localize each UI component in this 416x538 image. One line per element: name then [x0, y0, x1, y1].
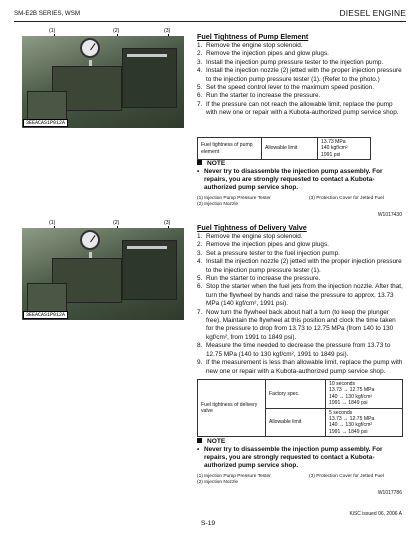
spec-label: Fuel tightness of delivery valve — [198, 380, 266, 437]
callout-2: (2) — [113, 220, 120, 226]
step-item: 3. Set a pressure tester to the fuel injection pump. — [197, 249, 340, 257]
step-item: 4. Install the injection nozzle (2) jetted with the proper injection pressure to the injection pump pressure tester (1). — [197, 258, 402, 274]
step-item: 2. Remove the injection pipes and glow plugs. — [197, 50, 329, 58]
note-body: • Never try to disassemble the injection pump assembly. For repairs, you are strongly requested to contact a Kubota-authorized pump service shop. — [197, 168, 383, 192]
spec-table — [197, 379, 403, 437]
note-heading: NOTE — [197, 160, 225, 167]
step-item: 5. Run the starter to increase the pressure. — [197, 275, 321, 283]
page-number: S-19 — [200, 520, 216, 527]
spec-values: 13.73 MPa 140 kgf/cm² 1991 psi — [318, 138, 371, 160]
spec-table — [197, 137, 371, 160]
step-item: 6. Stop the starter when the fuel jets from the injection nozzle. After that, turn the flywheel by hands and raise the pressure to approx. 13.73 MPa (140 kgf/cm², 1991 psi). — [197, 283, 403, 308]
step-item: 7. Now turn the flywheel back about half a turn (to keep the plunger free). Maintain the flywheel at this position and clock the time taken for the pressure to drop from 13.73 to 12.75 MPa (from 140 to 130 kgf/cm², from 1991 to 1849 psi). — [197, 308, 396, 341]
callout-3: (3) — [164, 220, 171, 226]
page-header — [14, 8, 406, 22]
step-list — [197, 42, 403, 118]
legend: (1) Injection Pump Pressure Tester (3) Protection Cover for Jetted Fuel (2) Injection Nozzle — [197, 474, 384, 486]
pump-tester-photo — [22, 228, 184, 320]
manual-series: SM-E2B SERIES, WSM — [14, 10, 81, 17]
ref-code: W1017430 — [377, 212, 402, 218]
step-item: 1. Remove the engine stop solenoid. — [197, 42, 303, 49]
ref-code: W1017786 — [377, 490, 402, 496]
step-item: 1. Remove the engine stop solenoid. — [197, 233, 303, 240]
spec-allowable: Allowable limit — [266, 408, 326, 437]
callout-1: (1) — [49, 28, 56, 34]
photo-code: 3EEACAS1P012A — [23, 311, 68, 319]
spec-allowable-values: 5 seconds 13.73 → 12.75 MPa 140 → 130 kgf/cm² 1991 → 1849 psi — [326, 408, 403, 437]
chapter-title: DIESEL ENGINE — [339, 8, 406, 18]
spec-factory: Factory spec. — [266, 380, 326, 409]
spec-factory-values: 10 seconds 13.73 → 12.75 MPa 140 → 130 kgf/cm² 1991 → 1849 psi — [326, 380, 403, 409]
callout-3: (3) — [164, 28, 171, 34]
step-item: 2. Remove the injection pipes and glow plugs. — [197, 241, 329, 249]
spec-label: Fuel tightness of pump element — [198, 138, 262, 160]
callout-1: (1) — [49, 220, 56, 226]
step-item: 9. If the measurement is less than allowable limit, replace the pump with new one or repair with a Kubota-authorized pump service shop. — [197, 359, 403, 375]
photo-code: 3EEACAS1P012A — [23, 119, 68, 127]
section-title: Fuel Tightness of Delivery Valve — [197, 223, 307, 232]
pump-tester-photo — [22, 36, 184, 128]
spec-column: Allowable limit — [262, 138, 318, 160]
issue-info: KiSC issued 06, 2006 A — [349, 511, 402, 517]
legend: (1) Injection Pump Pressure Tester (3) Protection Cover for Jetted Fuel (2) Injection Nozzle — [197, 196, 384, 208]
step-item: 3. Install the injection pump pressure tester to the injection pump. — [197, 58, 384, 66]
step-item: 4. Install the injection nozzle (2) jetted with the proper injection pressure to the injection pump pressure tester (1). (Refer to the photo.) — [197, 67, 402, 83]
note-heading: NOTE — [197, 438, 225, 445]
callout-2: (2) — [113, 28, 120, 34]
step-item: 6. Run the starter to increase the pressure. — [197, 92, 321, 100]
section-title: Fuel Tightness of Pump Element — [197, 32, 309, 41]
step-list — [197, 233, 403, 376]
step-item: 7. If the pressure can not reach the allowable limit, replace the pump with new one or repair with a Kubota-authorized pump service shop. — [197, 100, 399, 117]
note-body: • Never try to disassemble the injection pump assembly. For repairs, you are strongly requested to contact a Kubota-authorized pump service shop. — [197, 446, 383, 470]
step-item: 8. Measure the time needed to decrease the pressure from 13.73 to 12.75 MPa (140 to 130 kgf/cm², 1991 to 1849 psi). — [197, 342, 391, 358]
step-item: 5. Set the speed control lever to the maximum speed position. — [197, 84, 375, 92]
